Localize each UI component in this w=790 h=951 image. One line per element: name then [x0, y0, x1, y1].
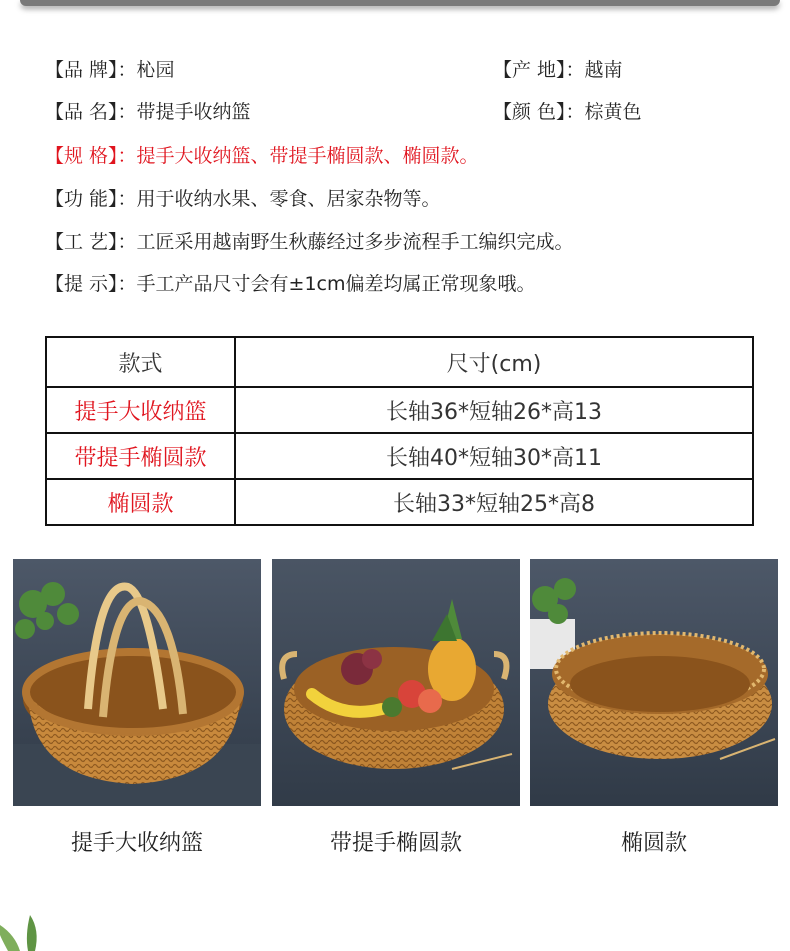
table-header-style: 款式 — [46, 337, 235, 387]
photo-handle-basket — [13, 559, 261, 806]
spec-origin-value: 越南 — [584, 59, 623, 81]
spec-brand-value: 杺园 — [136, 59, 175, 81]
table-header-row — [46, 337, 753, 387]
photo-caption: 带提手椭圆款 — [329, 831, 462, 856]
spec-brand — [45, 58, 175, 82]
spec-tip — [45, 272, 536, 296]
table-cell-style: 提手大收纳篮 — [46, 387, 235, 433]
spec-craft-value: 工匠采用越南野生秋藤经过多步流程手工编织完成。 — [136, 231, 574, 253]
spec-craft — [45, 230, 574, 254]
photo-caption: 提手大收纳篮 — [70, 831, 203, 856]
spec-brand-label: 【品 牌】： — [45, 59, 137, 81]
table-cell-style: 带提手椭圆款 — [46, 433, 235, 479]
spec-origin — [493, 58, 623, 82]
table-row — [46, 479, 753, 525]
spec-tip-label: 【提 示】： — [45, 273, 137, 295]
table-cell-style: 椭圆款 — [46, 479, 235, 525]
table-header-size: 尺寸(cm) — [235, 337, 753, 387]
spec-spec-label: 【规 格】： — [45, 145, 137, 167]
spec-spec — [45, 144, 479, 168]
top-divider — [20, 0, 780, 6]
spec-name — [45, 100, 251, 124]
spec-tip-value: 手工产品尺寸会有±1cm偏差均属正常现象哦。 — [136, 273, 536, 295]
table-row — [46, 387, 753, 433]
leaf-decoration-icon — [0, 905, 60, 951]
spec-function-label: 【功 能】： — [45, 188, 137, 210]
table-cell-size: 长轴33*短轴25*高8 — [235, 479, 753, 525]
photo-oval-basket — [530, 559, 778, 806]
table-row — [46, 433, 753, 479]
spec-name-label: 【品 名】： — [45, 101, 137, 123]
spec-color-value: 棕黄色 — [584, 101, 642, 123]
spec-function — [45, 187, 441, 211]
spec-craft-label: 【工 艺】： — [45, 231, 137, 253]
spec-name-value: 带提手收纳篮 — [136, 101, 251, 123]
size-table — [45, 336, 754, 526]
spec-function-value: 用于收纳水果、零食、居家杂物等。 — [136, 188, 441, 210]
photo-oval-handle-basket — [272, 559, 520, 806]
table-cell-size: 长轴36*短轴26*高13 — [235, 387, 753, 433]
spec-origin-label: 【产 地】： — [493, 59, 585, 81]
table-cell-size: 长轴40*短轴30*高11 — [235, 433, 753, 479]
spec-color-label: 【颜 色】： — [493, 101, 585, 123]
spec-spec-value: 提手大收纳篮、带提手椭圆款、椭圆款。 — [136, 145, 479, 167]
spec-color — [493, 100, 642, 124]
photo-caption: 椭圆款 — [620, 831, 687, 856]
